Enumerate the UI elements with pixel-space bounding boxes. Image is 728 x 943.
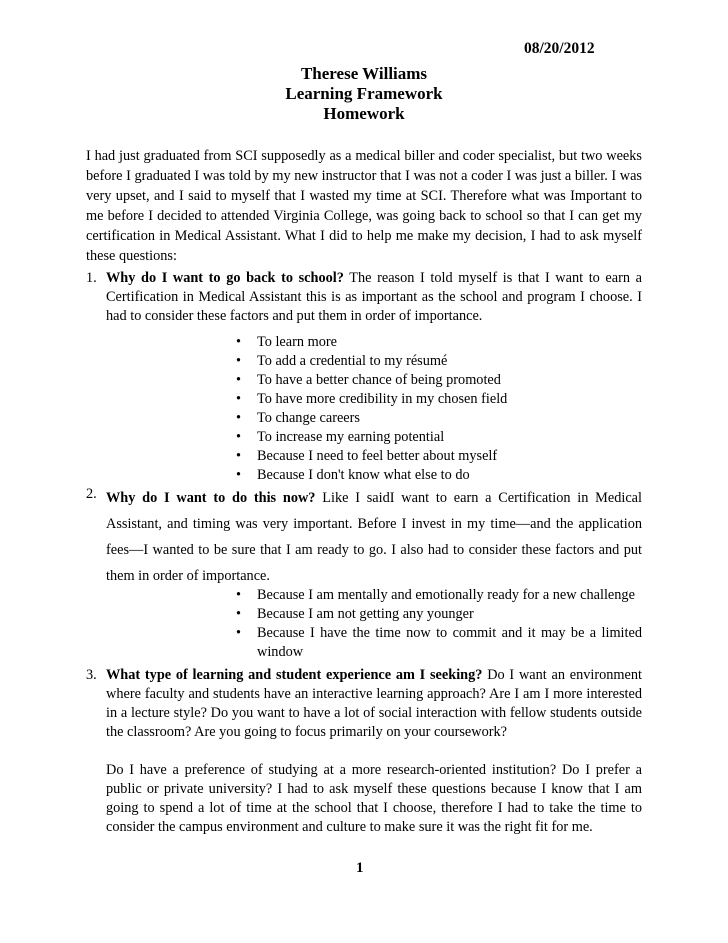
title-block — [204, 64, 524, 124]
question-number: 3. — [86, 667, 97, 683]
list-item: • Because I am not getting any younger — [230, 605, 642, 624]
course-name: Learning Framework — [285, 84, 443, 103]
document-date: 08/20/2012 — [524, 40, 595, 57]
assignment-title: Homework — [323, 104, 405, 123]
question-heading: What type of learning and student experience am I seeking? — [106, 667, 483, 683]
author-name: Therese Williams — [300, 64, 428, 83]
list-item: • Because I have the time now to commit and it may be a limited window — [230, 624, 642, 662]
list-item: • Because I need to feel better about myself — [230, 447, 642, 466]
question-2 — [86, 485, 642, 589]
question-1 — [86, 269, 642, 326]
question-number: 2. — [86, 486, 97, 502]
list-item: • To increase my earning potential — [230, 428, 642, 447]
question-1-bullet-list — [230, 333, 642, 485]
list-item: • To learn more — [230, 333, 642, 352]
list-item: • Because I don't know what else to do — [230, 466, 642, 485]
question-text: Do I want an environment where faculty and students have an interactive learning approach? Are I am I more interested in a lecture style? Do you want to have a lot of social interaction with fellow students outside the classroom? Are you going to focus primarily on your coursework? — [106, 667, 642, 740]
question-heading: Why do I want to do this now? — [106, 490, 316, 506]
question-heading: Why do I want to go back to school? — [106, 270, 344, 286]
page-number: 1 — [356, 860, 364, 876]
question-number: 1. — [86, 270, 97, 286]
question-2-bullet-list — [230, 586, 642, 662]
question-text-continued: Do I have a preference of studying at a more research-oriented institution? Do I prefer a public or private university? I had to ask myself these questions because I know that I am going to spend a lot of time at the school that I choose, therefore I had to take the time to consider the campus environment and culture to make sure it was the right fit for me. — [106, 762, 642, 835]
question-3 — [86, 666, 642, 837]
question-text: Like I saidI want to earn a Certification in Medical Assistant, and timing was very important. Before I invest in my time—and the application fees—I wanted to be sure that I am ready to go. I also had to consider these factors and put them in order of importance. — [106, 490, 642, 584]
intro-paragraph: I had just graduated from SCI supposedly as a medical biller and coder specialist, but two weeks before I graduated I was told by my new instructor that I was not a coder I was just a biller. I was very upset, and I said to myself that I wasted my time at SCI. Therefore what was Important to me before I decided to attended Virginia College, was going back to school so that I can get my certification in Medical Assistant. What I did to help me make my decision, I had to ask myself these questions: — [86, 148, 642, 264]
question-text: The reason I told myself is that I want to earn a Certification in Medical Assistant this is as important as the school and program I choose. I had to consider these factors and put them in order of importance. — [106, 270, 642, 324]
list-item: • To add a credential to my résumé — [230, 352, 642, 371]
list-item: • To have a better chance of being promoted — [230, 371, 642, 390]
list-item: • Because I am mentally and emotionally ready for a new challenge — [230, 586, 642, 605]
list-item: • To change careers — [230, 409, 642, 428]
list-item: • To have more credibility in my chosen field — [230, 390, 642, 409]
